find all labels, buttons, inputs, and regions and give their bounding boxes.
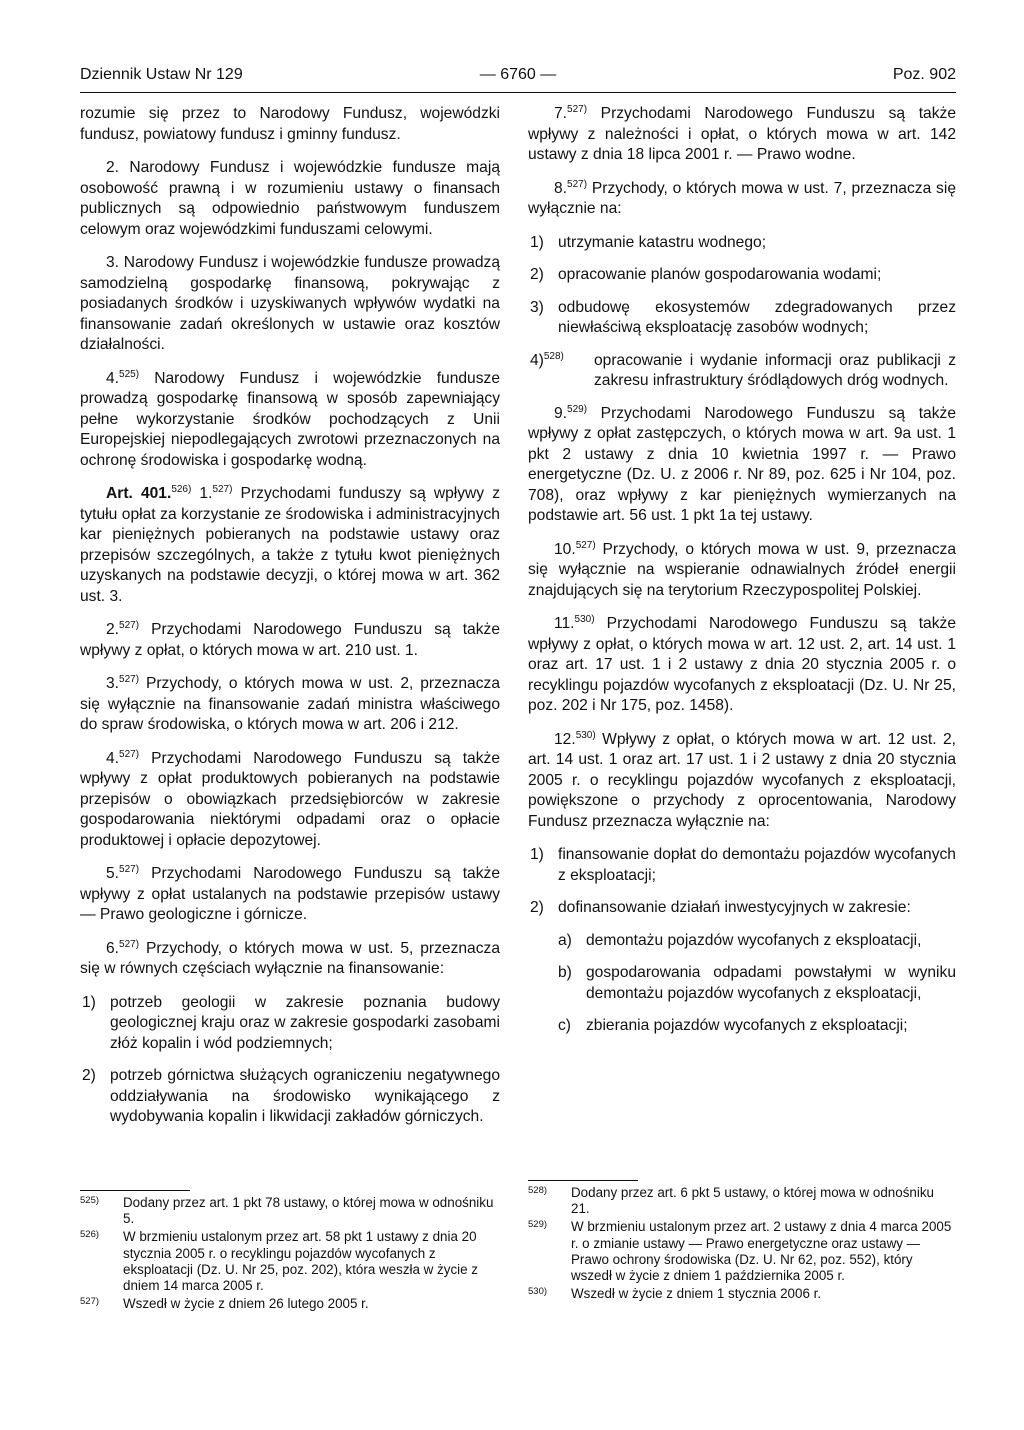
journal-title: Dziennik Ustaw Nr 129 <box>80 66 243 83</box>
list-ust-12 <box>528 845 956 1037</box>
footnote-divider <box>80 1190 190 1191</box>
footnotes-right <box>528 1180 956 1304</box>
footnote: $^{526)}$ W brzmieniu ustalonym przez art. 58 pkt 1 ustawy z dnia 20 stycznia 2005 r. o recyklingu pojazdów wycofanych z eksploatacji (Dz. U. Nr 25, poz. 202), która weszła w życie z dniem 14 marca 2005 r. <box>80 1229 478 1294</box>
footnote: $^{527)}$ Wszedł w życie z dniem 26 lutego 2005 r. <box>80 1296 369 1312</box>
paragraph-ust-4: 4.$^{525)}$ Narodowy Fundusz i wojewódzkie fundusze prowadzą gospodarkę finansową w sposób zapewniający pełne wykorzystanie środków pochodzących z Unii Europejskiej niepodlegających zwrotowi przeznaczonych na ochronę środowiska i gospodarkę wodną. <box>80 368 500 469</box>
article-label: Art. 401. <box>106 485 172 502</box>
sub-list-item: b) gospodarowania odpadami powstałymi w wyniku demontażu pojazdów wycofanych z eksploatacji, <box>558 964 956 1002</box>
footnote: $^{525)}$ Dodany przez art. 1 pkt 78 ustawy, o której mowa w odnośniku 5. <box>80 1195 494 1227</box>
article-401-ust-9: 9.$^{529)}$ Przychodami Narodowego Funduszu są także wpływy z opłat zastępczych, o których mowa w art. 9a ust. 1 pkt 2 ustawy z dnia 10 kwietnia 1997 r. — Prawo energetyczne (Dz. U. z 2006 r. Nr 89, poz. 625 i Nr 104, poz. 708), oraz wpływy z kar pieniężnych wymierzanych na podstawie art. 56 ust. 1 pkt 1a tej ustawy. <box>528 403 956 524</box>
paragraph-ust-2: 2. Narodowy Fundusz i wojewódzkie fundusze mają osobowość prawną i w rozumieniu ustawy o finansach publicznych są odpowiednio państwowym funduszem celowym oraz wojewódzkimi funduszami celowymi. <box>80 159 500 238</box>
left-column <box>80 104 500 1140</box>
article-401-ust-1: Art. 401.$^{526)}$ 1.$^{527)}$ Przychodami funduszy są wpływy z tytułu opłat za korzystanie ze środowiska i administracyjnych kar pieniężnych pobieranych na podstawie ustawy oraz przepisów szczególnych, a także z tytułu kwot pieniężnych uzyskanych na podstawie decyzji, o której mowa w art. 362 ust. 3. <box>80 484 500 605</box>
list-item: 1) potrzeb geologii w zakresie poznania budowy geologicznej kraju oraz w zakresie gospodarki zasobami złóż kopalin i wód podziemnych; <box>82 993 500 1052</box>
article-401-ust-12: 12.$^{530)}$ Wpływy z opłat, o których mowa w art. 12 ust. 2, art. 14 ust. 1 oraz art. 17 ust. 1 i 2 ustawy z dnia 20 stycznia 2005 r. o recyklingu pojazdów wycofanych z eksploatacji, powiększone o przychody z oprocentowania, Narodowy Fundusz przeznacza wyłącznie na: <box>528 729 956 830</box>
list-ust-8 <box>528 233 956 392</box>
sub-list-item: c) zbierania pojazdów wycofanych z eksploatacji; <box>558 1017 908 1034</box>
list-ust-6 <box>80 993 500 1128</box>
list-item: 1) finansowanie dopłat do demontażu pojazdów wycofanych z eksploatacji; <box>530 846 956 884</box>
list-item: 2) dofinansowanie działań inwestycyjnych w zakresie: <box>530 899 911 916</box>
article-401-ust-5: 5.$^{527)}$ Przychodami Narodowego Funduszu są także wpływy z opłat ustalanych na podstawie przepisów ustawy — Prawo geologiczne i górnicze. <box>80 864 500 923</box>
article-401-ust-11: 11.$^{530)}$ Przychodami Narodowego Funduszu są także wpływy z opłat, o których mowa w art. 12 ust. 2, art. 14 ust. 1 oraz art. 17 ust. 1 i 2 ustawy z dnia 20 stycznia 2005 r. o recyklingu pojazdów wycofanych z eksploatacji (Dz. U. Nr 25, poz. 202 i Nr 175, poz. 1458). <box>528 614 956 714</box>
article-401-ust-6: 6.$^{527)}$ Przychody, o których mowa w ust. 5, przeznacza się w równych częściach wyłącznie na finansowanie: <box>80 938 500 977</box>
right-column <box>528 104 956 1049</box>
sub-list-item: a) demontażu pojazdów wycofanych z eksploatacji, <box>558 931 922 949</box>
article-401-ust-10: 10.$^{527)}$ Przychody, o których mowa w ust. 9, przeznacza się wyłącznie na wspieranie odnawialnych źródeł energii znajdujących się na terytorium Rzeczypospolitej Polskiej. <box>528 539 956 599</box>
list-item: 4)$^{528)}$ opracowanie i wydanie informacji oraz publikacji z zakresu infrastruktury śródlądowych dróg wodnych. <box>530 350 956 389</box>
footnote: $^{529)}$ W brzmieniu ustalonym przez art. 2 ustawy z dnia 4 marca 2005 r. o zmianie ustawy — Prawo energetyczne oraz ustawy — Prawo ochrony środowiska (Dz. U. Nr 62, poz. 552), który wszedł w życie z dniem 1 października 2005 r. <box>528 1219 952 1284</box>
article-401-ust-7: 7.$^{527)}$ Przychodami Narodowego Funduszu są także wpływy z należności i opłat, o których mowa w art. 142 ustawy z dnia 18 lipca 2001 r. — Prawo wodne. <box>528 104 956 163</box>
position-number: Poz. 902 <box>892 66 956 83</box>
page-header <box>80 60 956 93</box>
article-401-ust-8: 8.$^{527)}$ Przychody, o których mowa w ust. 7, przeznacza się wyłącznie na: <box>528 178 956 217</box>
article-401-ust-4: 4.$^{527)}$ Przychodami Narodowego Funduszu są także wpływy z opłat produktowych pobieranych na podstawie przepisów o obowiązkach przedsiębiorców w zakresie gospodarowania niektórymi odpadami oraz o opłacie produktowej i opłacie depozytowej. <box>80 748 500 849</box>
page-number: — 6760 — <box>479 66 557 83</box>
paragraph-ust-3: 3. Narodowy Fundusz i wojewódzkie fundusze prowadzą samodzielną gospodarkę finansową, pokrywając z posiadanych środków i uzyskiwanych wpływów wydatki na finansowanie zadań określonych w ustawie oraz kosztów działalności. <box>80 254 500 353</box>
footnote: $^{528)}$ Dodany przez art. 6 pkt 5 ustawy, o której mowa w odnośniku 21. <box>528 1185 934 1217</box>
list-item: 2) potrzeb górnictwa służących ograniczeniu negatywnego oddziaływania na środowisko wynikającego z wydobywania kopalin i likwidacji zakładów górniczych. <box>82 1067 500 1125</box>
footnote: $^{530)}$ Wszedł w życie z dniem 1 stycznia 2006 r. <box>528 1286 822 1302</box>
list-item: 3) odbudowę ekosystemów zdegradowanych przez niewłaściwą eksploatację zasobów wodnych; <box>530 298 956 336</box>
article-401-ust-3: 3.$^{527)}$ Przychody, o których mowa w ust. 2, przeznacza się wyłącznie na finansowanie zadań ministra właściwego do spraw środowiska, o których mowa w art. 206 i 212. <box>80 674 500 733</box>
list-item: 2) opracowanie planów gospodarowania wodami; <box>530 266 882 283</box>
footnotes-left <box>80 1190 500 1314</box>
footnote-divider <box>528 1180 638 1181</box>
paragraph-continuation: rozumie się przez to Narodowy Fundusz, wojewódzki fundusz, powiatowy fundusz i gminny fundusz. <box>80 105 500 143</box>
list-item: 1) utrzymanie katastru wodnego; <box>530 233 767 251</box>
article-401-ust-2: 2.$^{527)}$ Przychodami Narodowego Funduszu są także wpływy z opłat, o których mowa w art. 210 ust. 1. <box>80 620 500 659</box>
